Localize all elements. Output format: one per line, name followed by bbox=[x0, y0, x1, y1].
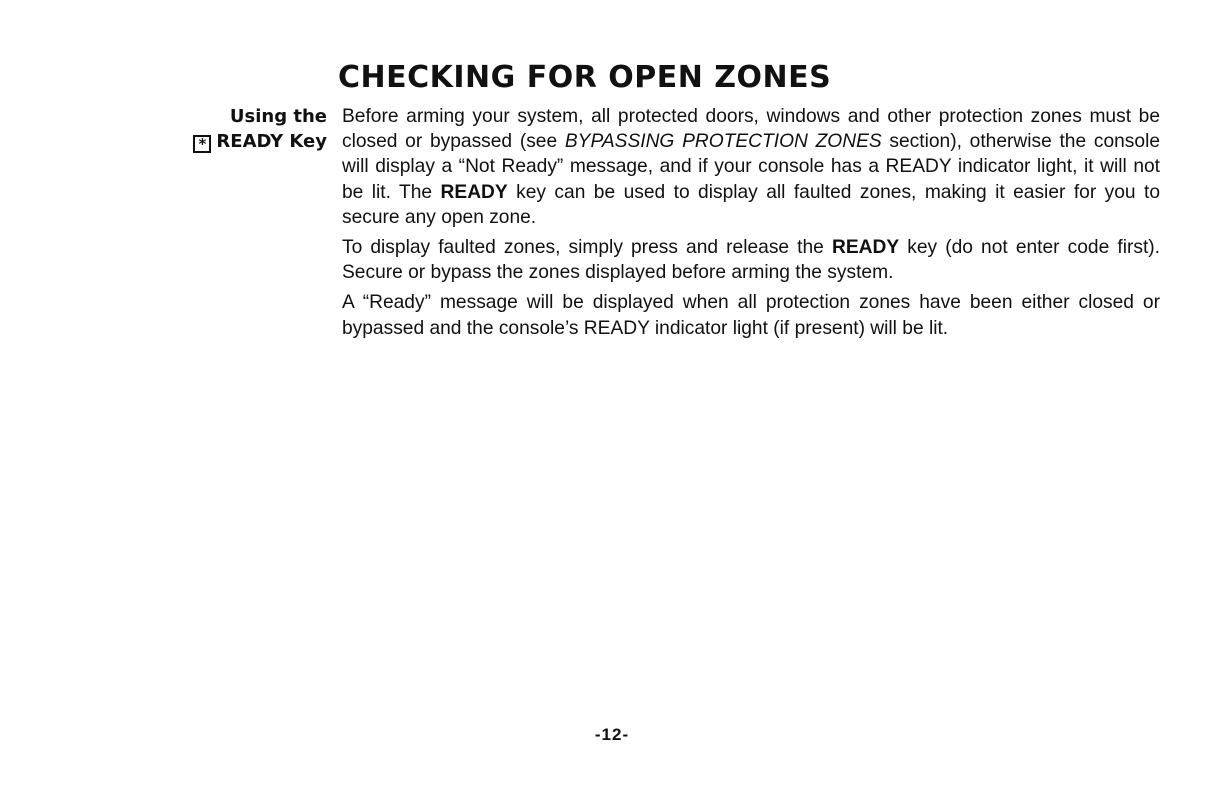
paragraph-2-text-a: To display faulted zones, simply press and release the bbox=[342, 237, 832, 259]
side-heading bbox=[193, 104, 327, 154]
paragraph-2 bbox=[342, 235, 1160, 285]
paragraph-1-text-c: key can be used to display all faulted zones, making it easier for you to secure any open zone. bbox=[342, 181, 1161, 228]
paragraph-1 bbox=[342, 104, 1160, 230]
ready-key-term: READY bbox=[831, 237, 900, 259]
ready-key-label: READY Key bbox=[216, 131, 327, 152]
side-heading-line2 bbox=[193, 129, 327, 154]
page-title: CHECKING FOR OPEN ZONES bbox=[338, 60, 832, 95]
bypassing-reference: BYPASSING PROTECTION ZONES bbox=[564, 131, 882, 153]
paragraph-1-text-b: section), otherwise the console will display a “Not Ready” message, and if your console has a READY indicator light, it will not be lit. The bbox=[342, 131, 1161, 203]
side-heading-line1: Using the bbox=[229, 106, 327, 127]
paragraph-2-text-b: key (do not enter code first). Secure or bypass the zones displayed before arming the system. bbox=[342, 237, 1160, 284]
page-number: -12- bbox=[594, 725, 630, 744]
ready-key-term: READY bbox=[440, 181, 508, 203]
paragraph-1-text-a: Before arming your system, all protected doors, windows and other protection zones must be closed or bypassed (see bbox=[342, 106, 1160, 153]
paragraph-3: A “Ready” message will be displayed when all protection zones have been either closed or bypassed and the console’s READY indicator light (if present) will be lit. bbox=[342, 292, 1160, 339]
body-text bbox=[342, 104, 1160, 346]
star-key-icon: * bbox=[193, 135, 211, 153]
